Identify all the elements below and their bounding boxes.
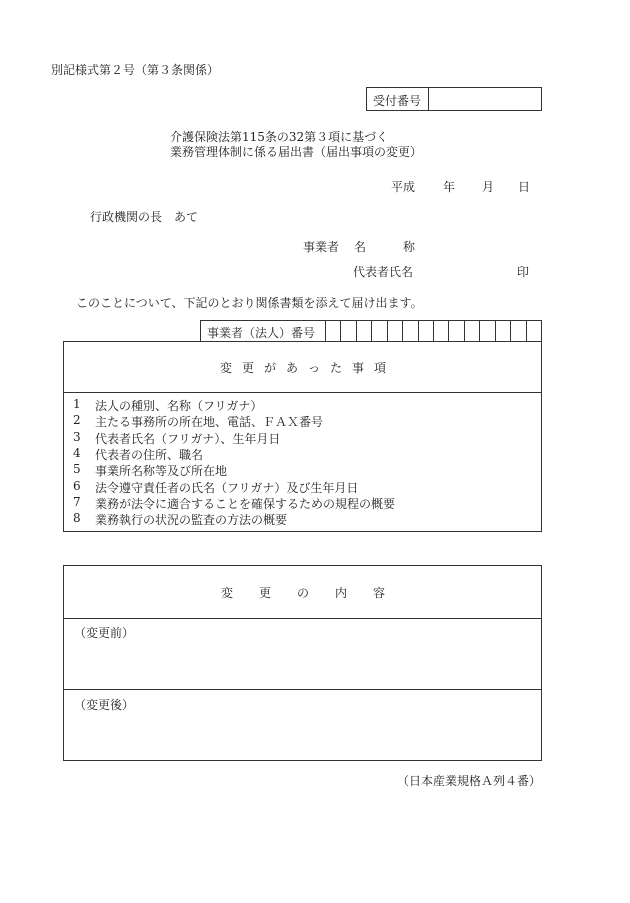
change-content-header	[64, 566, 541, 618]
form-number: 別記様式第２号（第３条関係）	[51, 63, 220, 77]
changed-items-header-char: 変	[220, 361, 233, 375]
change-content-divider-1	[64, 618, 541, 619]
change-content-divider-2	[64, 689, 541, 690]
changed-item-text: 業務執行の状況の監査の方法の概要	[95, 513, 288, 528]
changed-items-header-char: あ	[286, 361, 299, 375]
changed-items-header-char: 更	[242, 361, 255, 375]
changed-item-text: 法人の種別、名称（フリガナ）	[95, 399, 263, 413]
changed-item-number: 7	[73, 494, 81, 509]
statement: このことについて、下記のとおり関係書類を添えて届け出ます。	[76, 296, 423, 310]
change-content-header-char: の	[297, 586, 310, 600]
business-number-cell[interactable]	[448, 321, 449, 341]
changed-item-text: 主たる事務所の所在地、電話、ＦＡＸ番号	[95, 415, 324, 430]
before-change-field[interactable]	[74, 641, 529, 686]
change-content-header-char: 変	[221, 586, 234, 600]
seal-mark: 印	[517, 265, 530, 279]
date-month: 月	[482, 180, 495, 194]
business-number-cell[interactable]	[325, 321, 326, 341]
business-number-cell[interactable]	[356, 321, 357, 341]
change-content-table	[63, 565, 542, 761]
business-number-label: 事業者（法人）番号	[207, 326, 316, 340]
changed-items-header-char: 事	[352, 361, 365, 375]
changed-item-text: 代表者氏名（フリガナ）、生年月日	[95, 431, 281, 446]
business-number-cell[interactable]	[340, 321, 341, 341]
addressee: 行政機関の長 あて	[90, 210, 199, 224]
changed-item-number: 6	[73, 478, 81, 493]
after-change-label: （変更後）	[74, 698, 135, 712]
changed-item-text: 法令遵守責任者の氏名（フリガナ）及び生年月日	[95, 480, 359, 495]
business-number-cell[interactable]	[418, 321, 419, 341]
change-content-header-char: 容	[373, 586, 386, 600]
applicant-label: 事業者	[303, 240, 340, 254]
receipt-number-field[interactable]	[433, 92, 533, 106]
receipt-number-box	[366, 87, 542, 111]
business-number-cell[interactable]	[526, 321, 527, 341]
receipt-divider	[428, 88, 429, 110]
business-number-cell[interactable]	[387, 321, 388, 341]
change-content-header-char: 更	[259, 586, 272, 600]
applicant-name-char-1: 名	[354, 240, 367, 254]
title-line-1: 介護保険法第115条の32第３項に基づく	[170, 130, 389, 144]
change-content-header-char: 内	[335, 586, 348, 600]
business-number-cell[interactable]	[510, 321, 511, 341]
date-year: 年	[443, 180, 456, 194]
business-number-box	[200, 320, 542, 342]
changed-items-header	[64, 342, 541, 392]
business-number-cell[interactable]	[479, 321, 480, 341]
changed-item-text: 代表者の住所、職名	[95, 447, 204, 462]
changed-items-header-char: 項	[374, 361, 387, 375]
changed-item-number: 3	[73, 429, 81, 444]
changed-item-number: 5	[73, 462, 81, 477]
changed-item-number: 2	[73, 413, 81, 428]
after-change-field[interactable]	[74, 713, 529, 755]
date-era: 平成	[391, 180, 416, 194]
changed-item-number: 8	[73, 511, 81, 526]
changed-item-number: 1	[73, 397, 81, 411]
business-number-cell[interactable]	[464, 321, 465, 341]
date-day: 日	[518, 180, 531, 194]
changed-item-text: 事業所名称等及び所在地	[95, 464, 228, 479]
applicant-name-char-2: 称	[403, 240, 416, 254]
changed-items-header-char: っ	[308, 361, 321, 375]
changed-item-text: 業務が法令に適合することを確保するための規程の概要	[95, 496, 396, 511]
changed-items-header-char: た	[330, 361, 343, 375]
changed-item-number: 4	[73, 445, 81, 460]
changed-items-divider	[64, 392, 541, 393]
business-number-cell[interactable]	[433, 321, 434, 341]
changed-items-table	[63, 341, 542, 532]
representative-name-label: 代表者氏名	[353, 265, 414, 279]
title-line-2: 業務管理体制に係る届出書（届出事項の変更）	[170, 145, 423, 159]
before-change-label: （変更前）	[74, 626, 135, 640]
paper-size-note: （日本産業規格Ａ列４番）	[397, 774, 542, 788]
business-number-cell[interactable]	[495, 321, 496, 341]
changed-items-header-char: が	[264, 361, 277, 375]
receipt-number-label: 受付番号	[373, 94, 422, 108]
business-number-cell[interactable]	[371, 321, 372, 341]
business-number-cell[interactable]	[402, 321, 403, 341]
